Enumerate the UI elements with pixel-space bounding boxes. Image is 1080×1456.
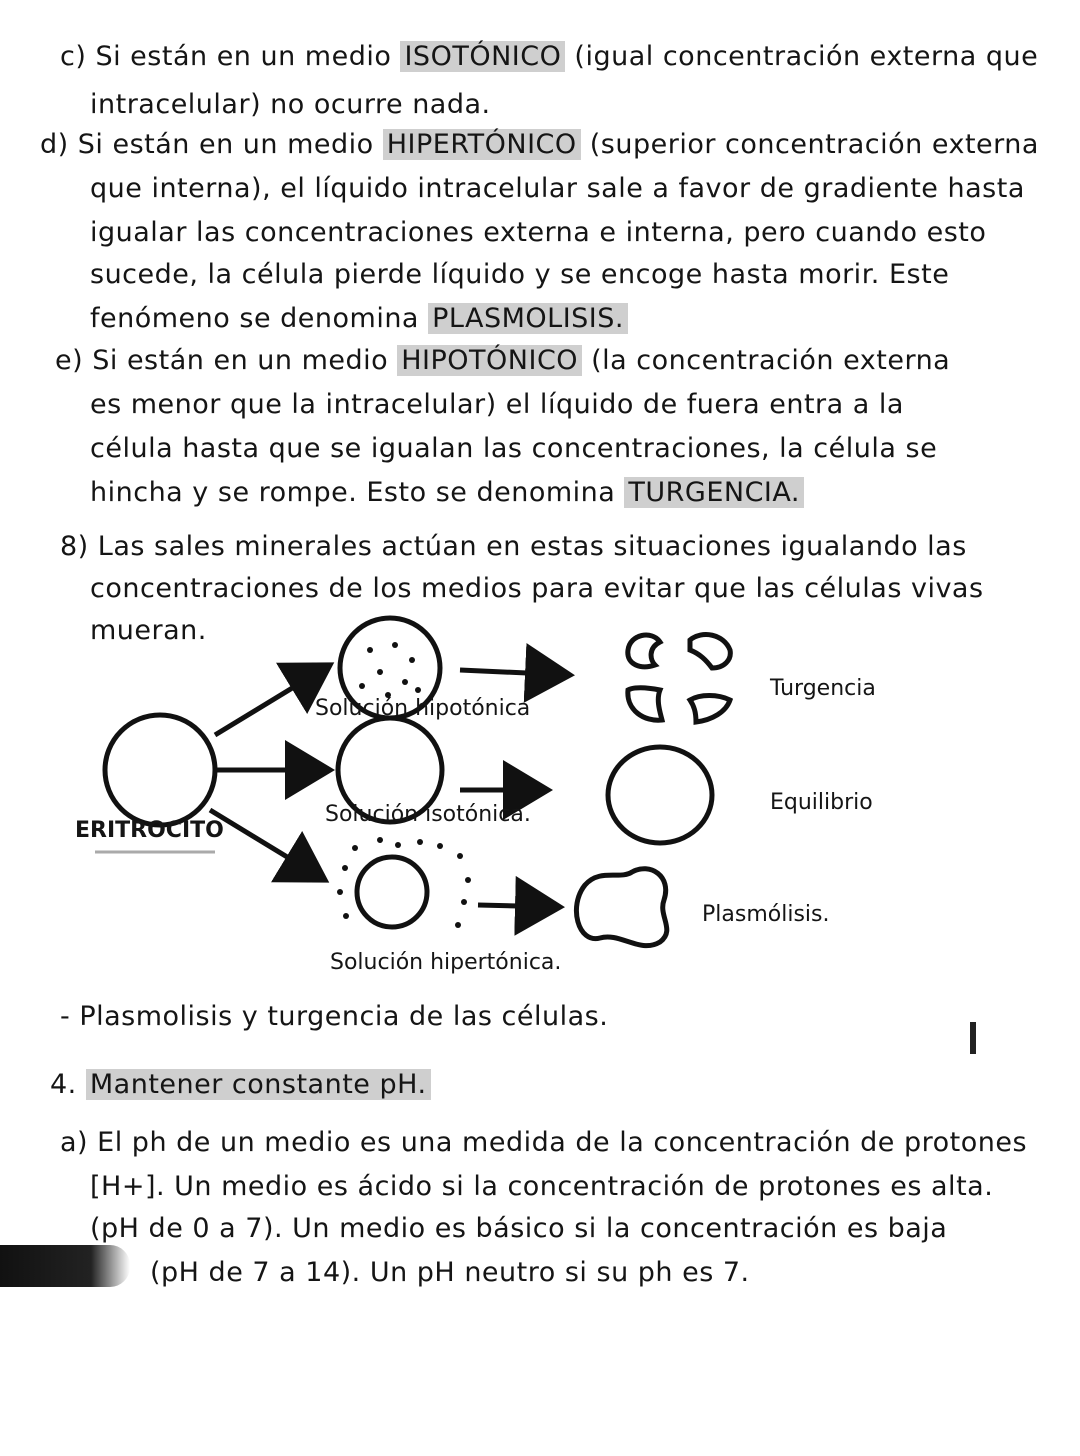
para-d-line-2: que interna), el líquido intracelular sale a favor de gradiente hasta [90, 173, 1025, 204]
highlight-plasmolisis: PLASMOLISIS. [428, 303, 628, 334]
diagram-caption: - Plasmolisis y turgencia de las células. [60, 1001, 609, 1032]
text: hincha y se rompe. Esto se denomina [90, 477, 625, 508]
highlight-turgencia: TURGENCIA. [624, 477, 804, 508]
pencil-mark [970, 1022, 976, 1054]
arrow-to-hypertonic [210, 810, 325, 880]
text: (la concentración externa [582, 345, 951, 376]
section-number: 4. [50, 1069, 77, 1100]
hypertonic-cell [357, 857, 427, 927]
equilibrium-cell [608, 747, 712, 843]
text: (superior concentración externa [580, 129, 1039, 160]
para-8-line-3: mueran. [90, 615, 207, 646]
text: c) Si están en un medio [60, 41, 401, 72]
highlight-hipotonico: HIPOTÓNICO [397, 345, 582, 376]
label-solution-isotonic: Solución isotónica. [325, 802, 531, 827]
section-4-a-line-3: (pH de 0 a 7). Un medio es básico si la concentración es baja [90, 1213, 948, 1244]
ruptured-cell [628, 635, 730, 722]
arrow-to-plasmolisis [478, 905, 560, 907]
section-4-a-line-2: [H+]. Un medio es ácido si la concentración de protones es alta. [90, 1171, 994, 1202]
text: e) Si están en un medio [55, 345, 398, 376]
section-title: Mantener constante pH. [86, 1069, 431, 1100]
label-solution-hypotonic: Solución hipotónica [315, 696, 531, 721]
text: (igual concentración externa que [565, 41, 1039, 72]
shrunken-cell [576, 869, 666, 946]
para-c-line-2: intracelular) no ocurre nada. [90, 89, 491, 120]
section-4-a-line-1: a) El ph de un medio es una medida de la concentración de protones [60, 1127, 1028, 1158]
para-8-line-2: concentraciones de los medios para evitar que las células vivas [90, 573, 984, 604]
text: d) Si están en un medio [40, 129, 383, 160]
highlight-hipertonico: HIPERTÓNICO [383, 129, 581, 160]
label-solution-hypertonic: Solución hipertónica. [330, 950, 562, 975]
ink-smudge [0, 1245, 130, 1287]
para-d-line-3: igualar las concentraciones externa e interna, pero cuando esto [90, 217, 987, 248]
label-plasmolisis: Plasmólisis. [702, 902, 830, 927]
text: fenómeno se denomina [90, 303, 429, 334]
section-4-a-line-4: (pH de 7 a 14). Un pH neutro si su ph es 7. [150, 1257, 750, 1288]
arrow-to-hypotonic [215, 665, 330, 735]
arrow-to-turgencia [460, 670, 570, 675]
section-4-title [50, 1068, 431, 1102]
para-8-line-1: 8) Las sales minerales actúan en estas situaciones igualando las [60, 531, 967, 562]
label-equilibrio: Equilibrio [770, 790, 873, 815]
label-turgencia: Turgencia [770, 676, 876, 701]
para-e-line-2: es menor que la intracelular) el líquido de fuera entra a la [90, 389, 904, 420]
hypotonic-solute-dots [359, 642, 421, 698]
erythrocyte-cell [105, 715, 215, 825]
para-e-line-3: célula hasta que se igualan las concentraciones, la célula se [90, 433, 938, 464]
para-d-line-4: sucede, la célula pierde líquido y se encoge hasta morir. Este [90, 259, 950, 290]
label-eritrocito: ERITROCITO [75, 818, 224, 843]
highlight-isotonico: ISOTÓNICO [400, 41, 565, 72]
